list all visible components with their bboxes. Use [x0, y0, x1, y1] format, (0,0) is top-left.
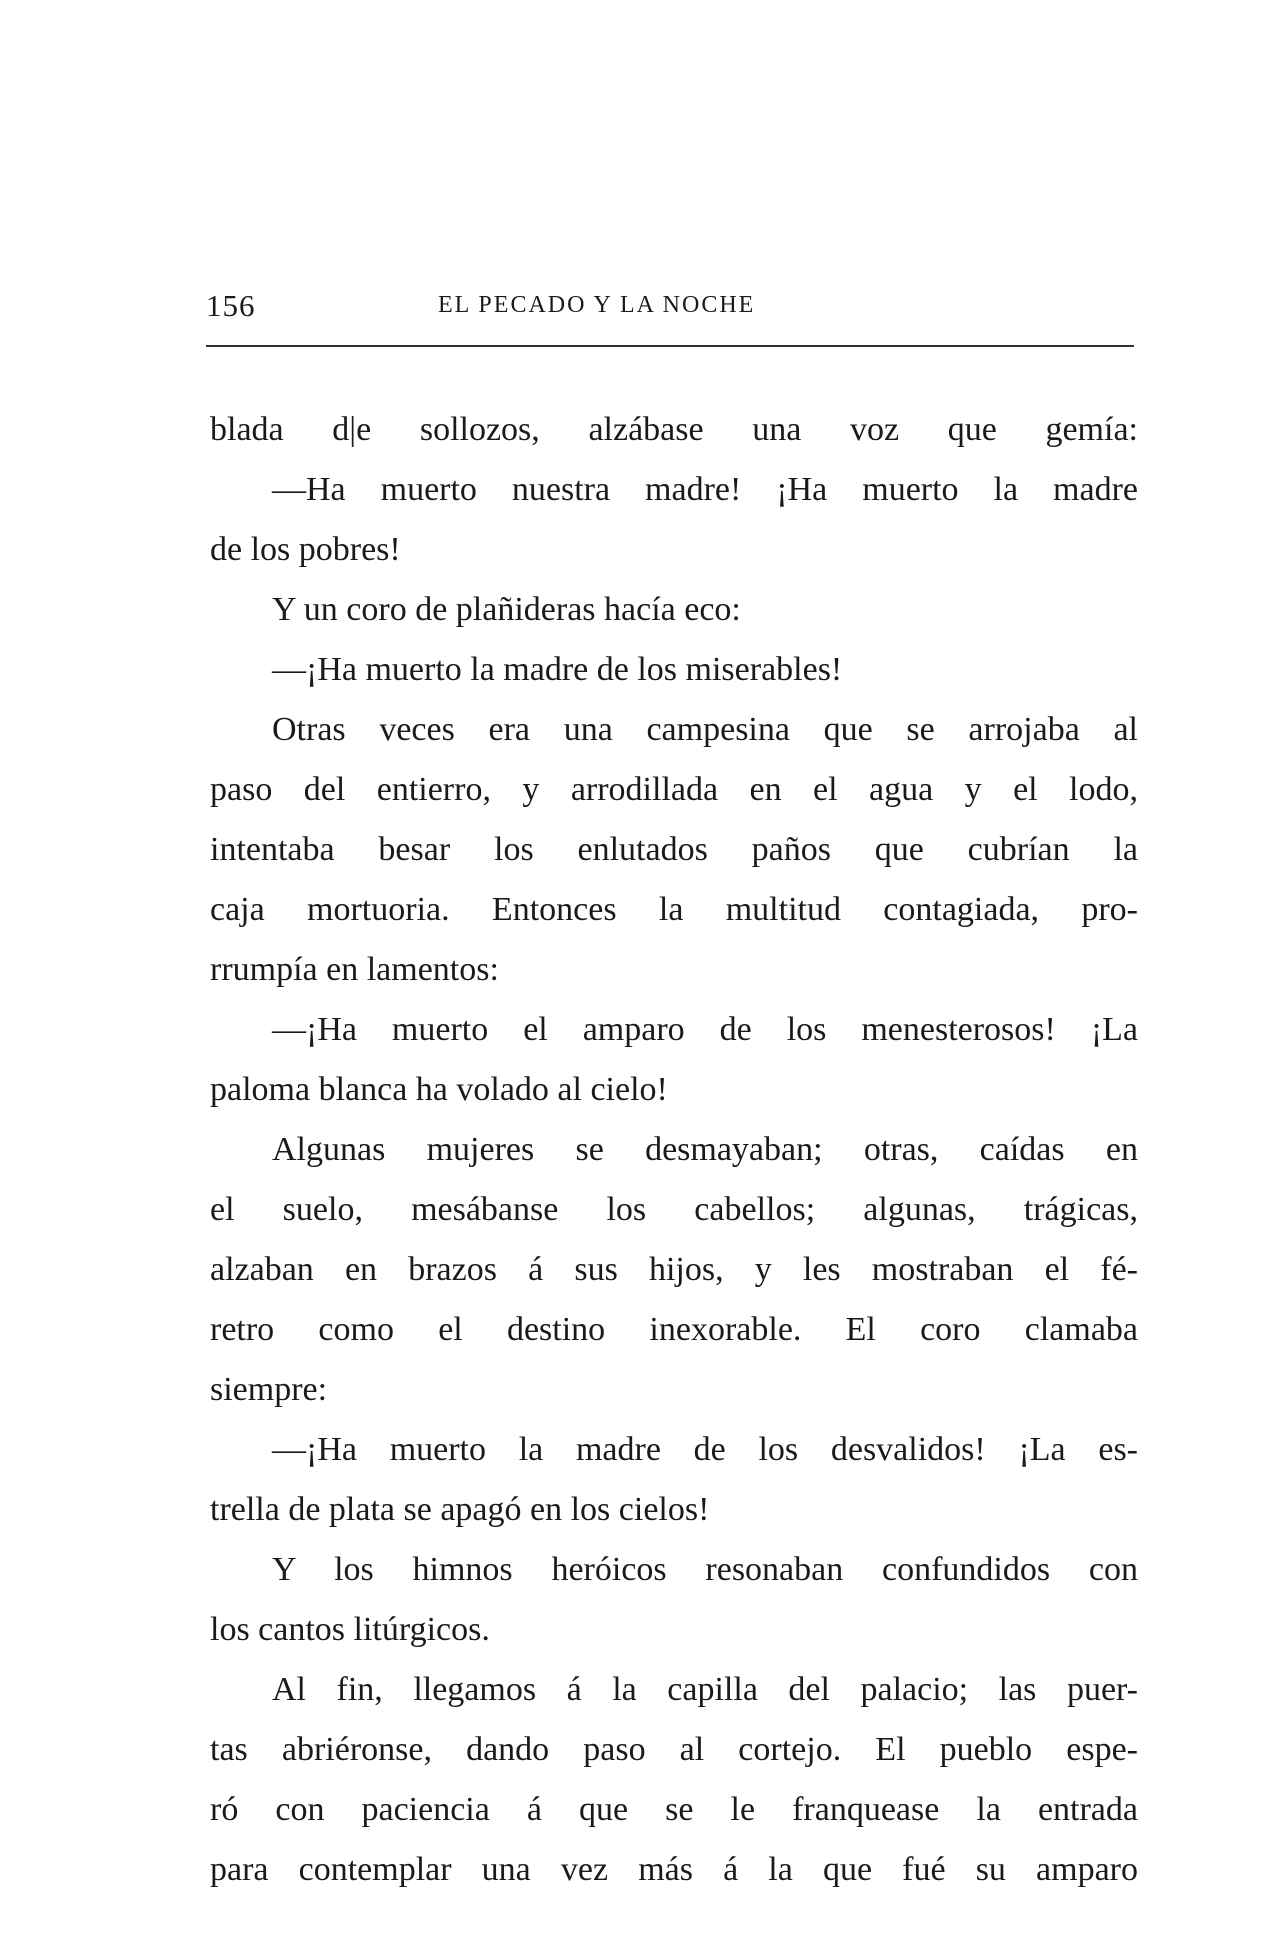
text-line: ró con paciencia á que se le franquease la entrada — [210, 1791, 1138, 1828]
header-rule — [206, 345, 1134, 347]
text-line: paloma blanca ha volado al cielo! — [210, 1071, 668, 1108]
text-line: —¡Ha muerto la madre de los miserables! — [272, 651, 843, 688]
text-line: —¡Ha muerto la madre de los desvalidos! ¡La es- — [272, 1431, 1138, 1468]
text-line: siempre: — [210, 1371, 328, 1408]
text-line: trella de plata se apagó en los cielos! — [210, 1491, 710, 1528]
text-line: rrumpía en lamentos: — [210, 951, 499, 988]
running-title: EL PECADO Y LA NOCHE — [438, 292, 756, 318]
text-line: los cantos litúrgicos. — [210, 1611, 490, 1648]
page-number: 156 — [206, 288, 256, 323]
text-line: —¡Ha muerto el amparo de los menesterosos! ¡La — [272, 1011, 1138, 1048]
body-text — [210, 400, 1138, 1900]
text-line: el suelo, mesábanse los cabellos; algunas, trágicas, — [210, 1191, 1138, 1228]
text-line: blada d|e sollozos, alzábase una voz que gemía: — [210, 411, 1138, 448]
text-line: tas abriéronse, dando paso al cortejo. El pueblo espe- — [210, 1731, 1138, 1768]
text-line: Al fin, llegamos á la capilla del palacio; las puer- — [272, 1671, 1138, 1708]
text-line: Y un coro de plañideras hacía eco: — [272, 591, 741, 628]
page-header — [206, 288, 1136, 328]
text-line: retro como el destino inexorable. El coro clamaba — [210, 1311, 1138, 1348]
text-line: paso del entierro, y arrodillada en el agua y el lodo, — [210, 771, 1138, 808]
text-line: de los pobres! — [210, 531, 401, 568]
text-line: caja mortuoria. Entonces la multitud contagiada, pro- — [210, 891, 1138, 928]
text-line: Otras veces era una campesina que se arrojaba al — [272, 711, 1138, 748]
text-line: para contemplar una vez más á la que fué su amparo — [210, 1851, 1138, 1888]
text-line: intentaba besar los enlutados paños que cubrían la — [210, 831, 1138, 868]
text-line: alzaban en brazos á sus hijos, y les mostraban el fé- — [210, 1251, 1138, 1288]
text-line: Algunas mujeres se desmayaban; otras, caídas en — [272, 1131, 1138, 1168]
text-line: Y los himnos heróicos resonaban confundidos con — [272, 1551, 1138, 1588]
text-line: —Ha muerto nuestra madre! ¡Ha muerto la madre — [272, 471, 1138, 508]
